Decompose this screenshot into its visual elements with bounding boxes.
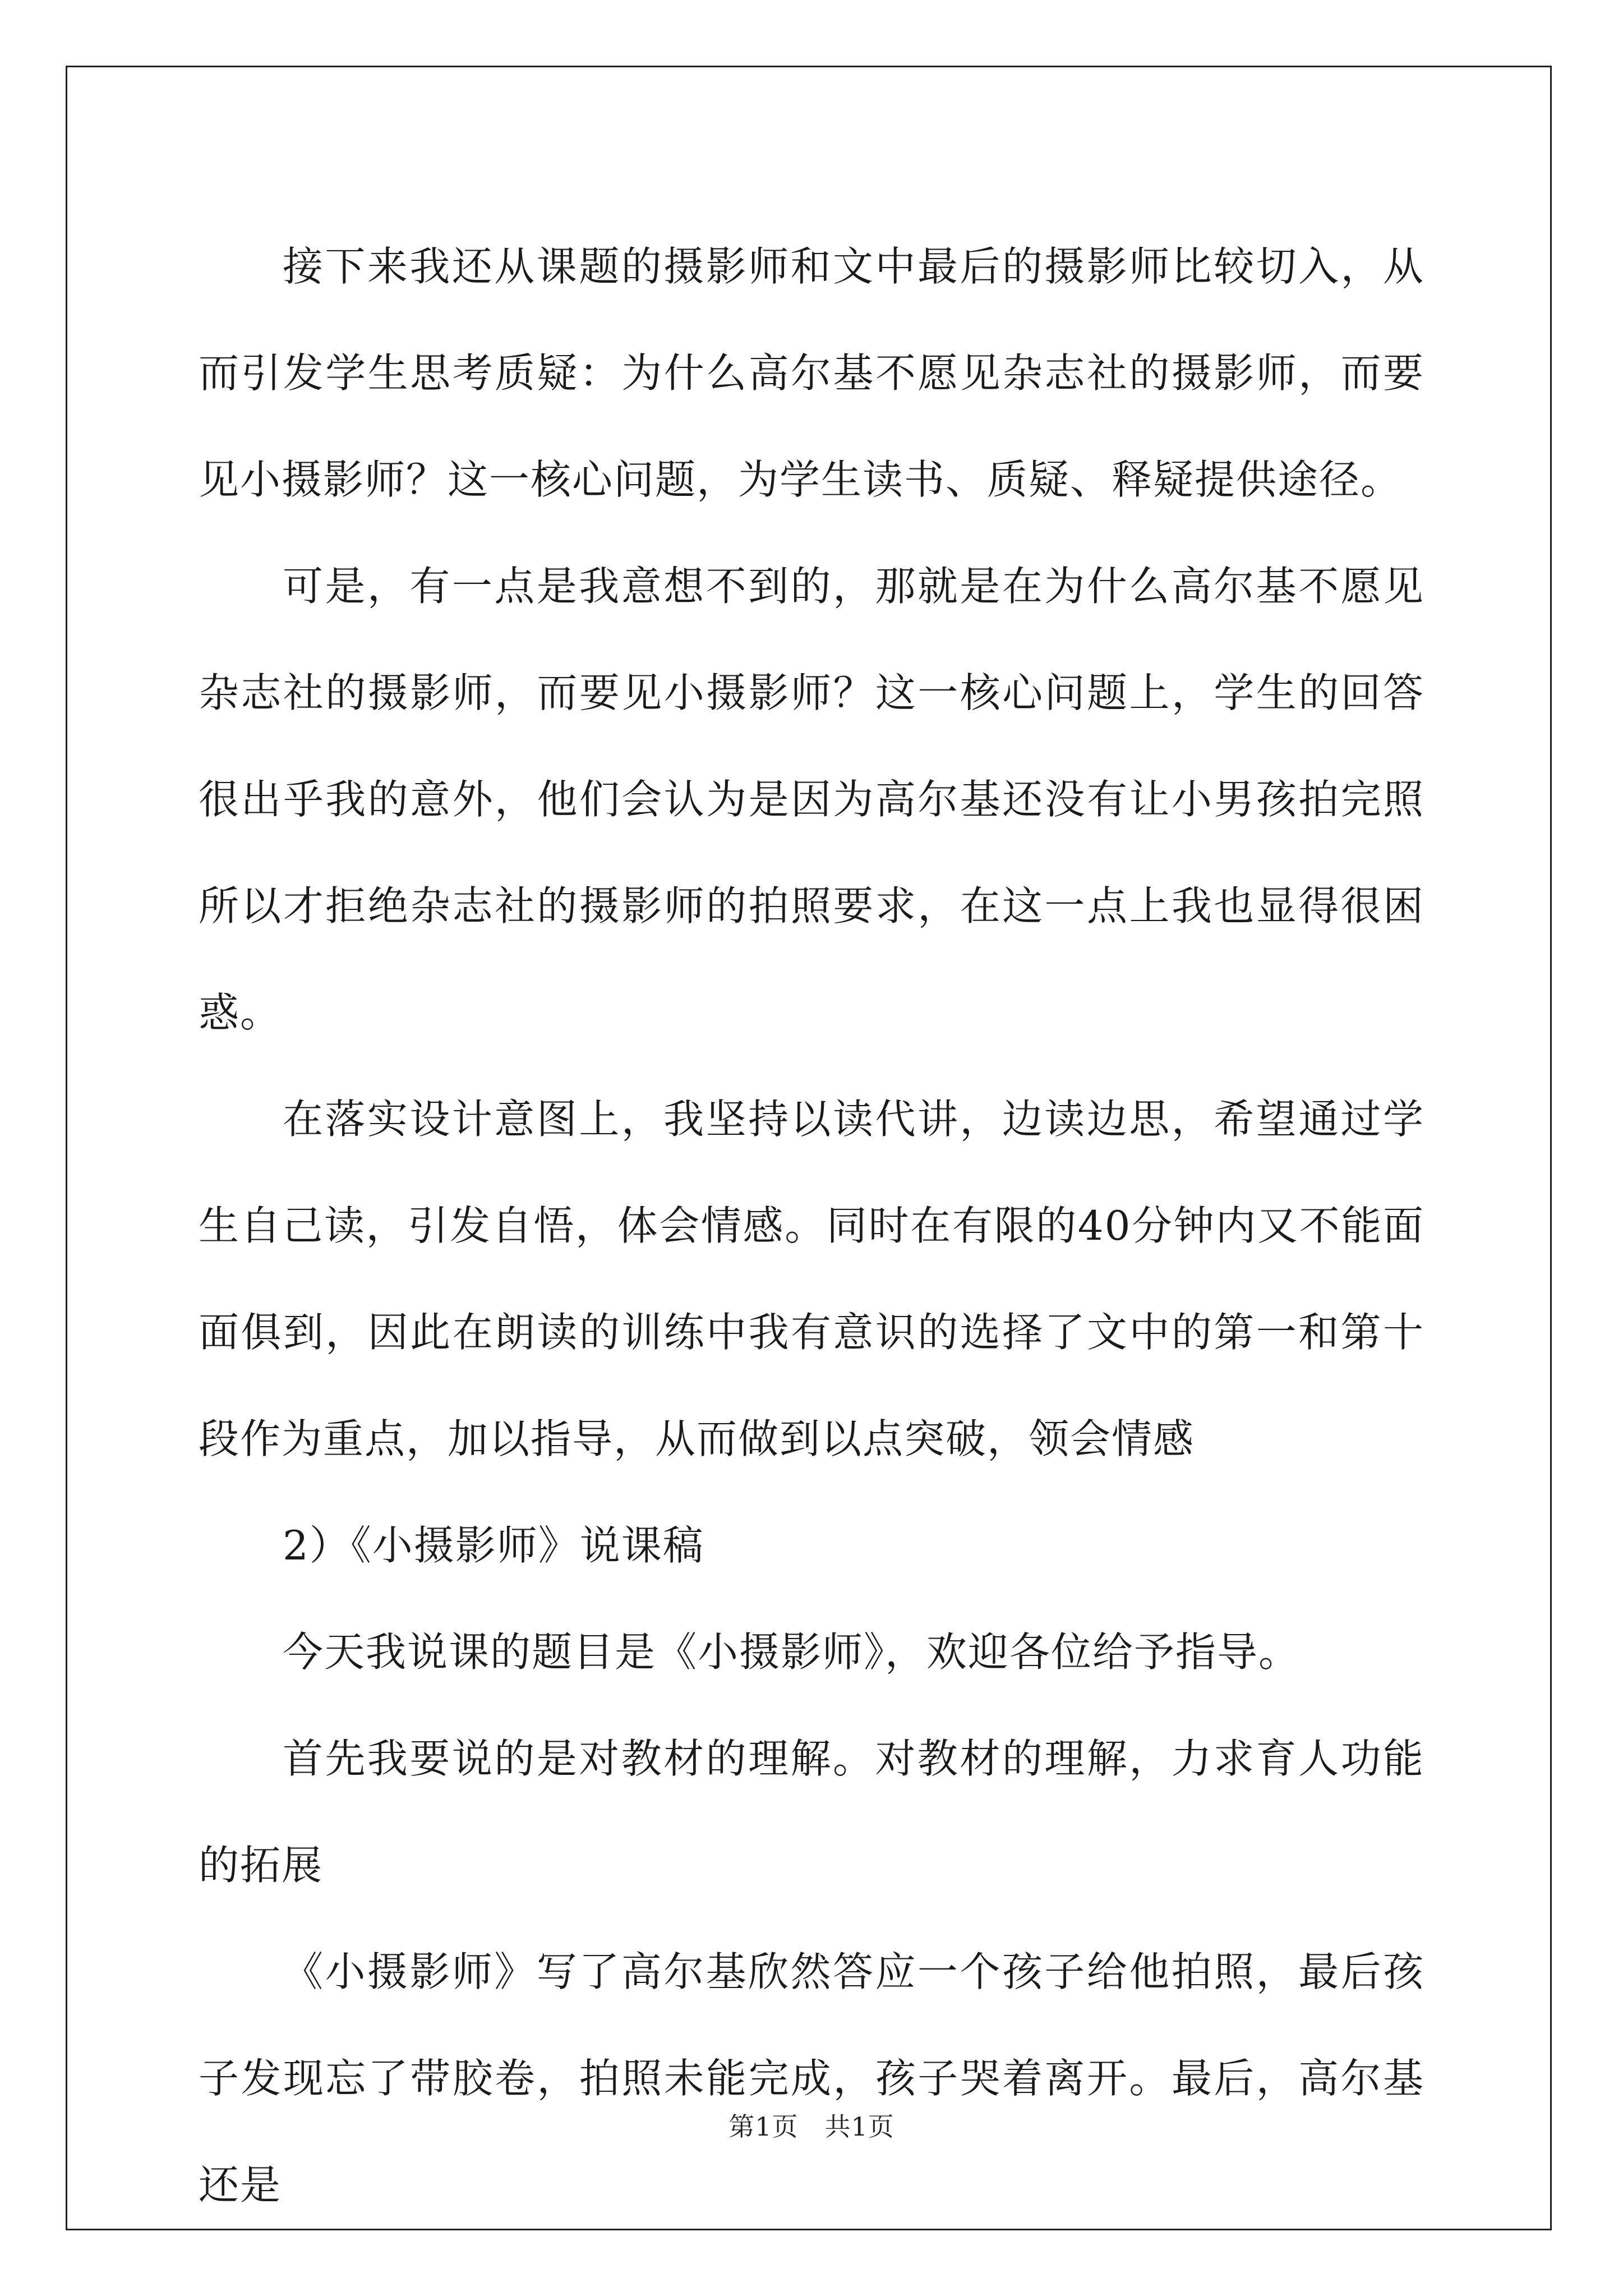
section-heading: 2）《小摄影师》说课稿 xyxy=(283,1522,704,1569)
page-number-footer: 第1页 共1页 xyxy=(728,2111,895,2142)
paragraph-4: 今天我说课的题目是《小摄影师》，欢迎各位给予指导。 xyxy=(283,1628,1301,1676)
paragraph-3: 在落实设计意图上，我坚持以读代讲，边读边思，希望通过学生自己读，引发自悟，体会情感。同时在有限的40分钟内又不能面面俱到，因此在朗读的训练中我有意识的选择了文中的第一和第十段作为重点，加以指导，从而做到以点突破，领会情感 xyxy=(199,1096,1424,1462)
document-body xyxy=(199,213,1424,2238)
paragraph-2: 可是，有一点是我意想不到的，那就是在为什么高尔基不愿见杂志社的摄影师，而要见小摄影师？这一核心问题上，学生的回答很出乎我的意外，他们会认为是因为高尔基还没有让小男孩拍完照所以才拒绝杂志社的摄影师的拍照要求，在这一点上我也显得很困惑。 xyxy=(199,563,1424,1036)
paragraph-6: 《小摄影师》写了高尔基欣然答应一个孩子给他拍照，最后孩子发现忘了带胶卷，拍照未能完成，孩子哭着离开。最后，高尔基还是 xyxy=(199,1948,1424,2208)
paragraph-5: 首先我要说的是对教材的理解。对教材的理解，力求育人功能的拓展 xyxy=(199,1735,1424,1889)
paragraph-1: 接下来我还从课题的摄影师和文中最后的摄影师比较切入，从而引发学生思考质疑：为什么高尔基不愿见杂志社的摄影师，而要见小摄影师？这一核心问题，为学生读书、质疑、释疑提供途径。 xyxy=(199,243,1424,503)
